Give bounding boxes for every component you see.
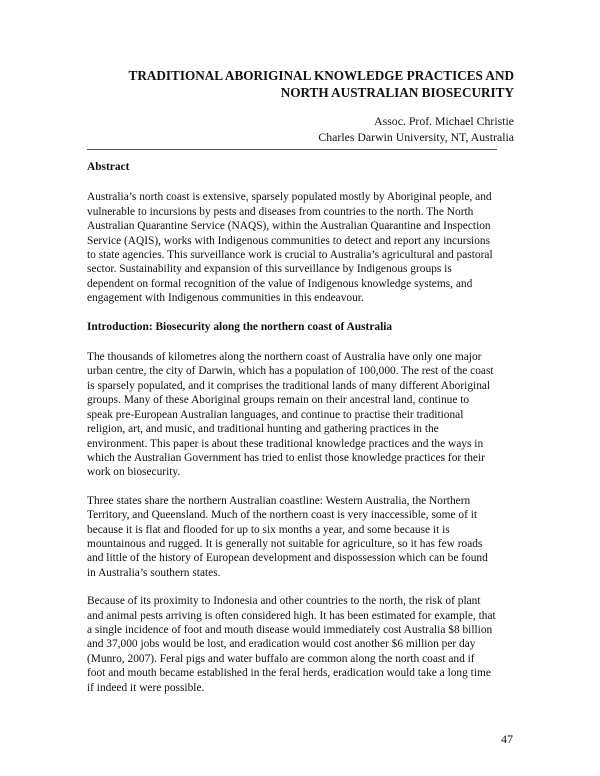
text-line: groups. Many of these Aboriginal groups remain on their ancestral land, continue to — [87, 394, 470, 407]
text-line: work on biosecurity. — [87, 466, 181, 479]
text-line: urban centre, the city of Darwin, which has a population of 100,000. The rest of the coast — [87, 365, 494, 378]
text-line: Service (AQIS), works with Indigenous communities to detect and report any incursions — [87, 234, 491, 247]
text-line: environment. This paper is about these traditional knowledge practices and the ways in — [87, 437, 484, 450]
text-line: foot and mouth became established in the feral herds, eradication would take a long time — [87, 667, 491, 680]
text-line: Three states share the northern Australian coastline: Western Australia, the Northern — [87, 494, 471, 507]
text-line: to state agencies. This surveillance work is crucial to Australia’s agricultural and pastoral — [87, 249, 493, 262]
author-block — [60, 113, 514, 145]
text-line: dependent on formal recognition of the value of Indigenous knowledge systems, and — [87, 277, 473, 290]
text-line: engagement with Indigenous communities in this endeavour. — [87, 292, 364, 305]
body-paragraph — [87, 494, 517, 580]
text-line: Australia’s north coast is extensive, sparsely populated mostly by Aboriginal people, and — [87, 191, 492, 204]
text-line: Because of its proximity to Indonesia and other countries to the north, the risk of plant — [87, 595, 481, 608]
text-line: which the Australian Government has tried to enlist those knowledge practices for their — [87, 451, 485, 464]
text-line: sector. Sustainability and expansion of this surveillance by Indigenous groups is — [87, 263, 452, 276]
text-line: and animal pests arriving is often considered high. It has been estimated for example, that — [87, 609, 496, 622]
text-line: religion, art, and music, and traditional hunting and gathering practices in the — [87, 423, 439, 436]
text-line: The thousands of kilometres along the northern coast of Australia have only one major — [87, 351, 482, 364]
abstract-paragraph — [87, 190, 517, 305]
paper-title — [60, 67, 514, 101]
body-paragraph — [87, 350, 517, 480]
text-line: (Munro, 2007). Feral pigs and water buffalo are common along the north coast and if — [87, 652, 475, 665]
text-line: if indeed it were possible. — [87, 681, 205, 694]
title-divider — [87, 149, 497, 150]
text-line: is sparsely populated, and it comprises the traditional lands of many different Aboriginal — [87, 379, 491, 392]
text-line: Australian Quarantine Service (NAQS), within the Australian Quarantine and Inspection — [87, 220, 491, 233]
title-line: TRADITIONAL ABORIGINAL KNOWLEDGE PRACTICES AND — [128, 68, 514, 83]
body-paragraph — [87, 594, 517, 695]
page-number: 47 — [501, 732, 513, 746]
text-line: and 37,000 jobs would be lost, and eradication would cost another $6 million per day — [87, 638, 476, 651]
author-name: Assoc. Prof. Michael Christie — [374, 114, 514, 128]
author-affiliation: Charles Darwin University, NT, Australia — [318, 130, 514, 144]
introduction-heading: Introduction: Biosecurity along the northern coast of Australia — [87, 320, 393, 333]
text-line: a single incidence of foot and mouth disease would immediately cost Australia $8 billion — [87, 623, 493, 636]
abstract-heading: Abstract — [87, 161, 130, 173]
title-line: NORTH AUSTRALIAN BIOSECURITY — [280, 85, 514, 100]
text-line: because it is flat and flooded for up to six months a year, and some because it is — [87, 523, 450, 536]
text-line: in Australia’s southern states. — [87, 566, 221, 579]
body-content — [87, 160, 517, 709]
text-line: and little of the history of European development and dispossession which can be found — [87, 552, 488, 565]
text-line: speak pre-European Australian languages, and continue to practise their traditional — [87, 408, 464, 421]
text-line: mountainous and rugged. It is generally not suitable for agriculture, so it has few roads — [87, 537, 483, 550]
text-line: Territory, and Queensland. Much of the northern coast is very inaccessible, some of it — [87, 509, 478, 522]
text-line: vulnerable to incursions by pests and diseases from countries to the north. The North — [87, 205, 474, 218]
